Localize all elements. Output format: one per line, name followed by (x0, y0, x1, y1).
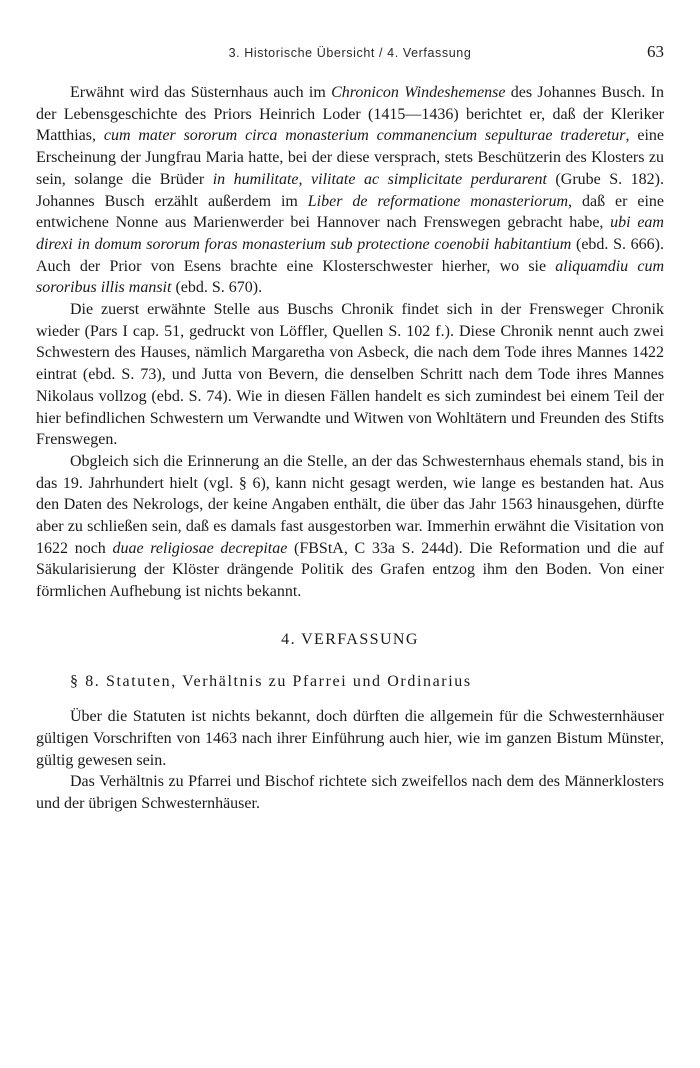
text-run: (Grube S. 182). Johannes Busch erzählt außerdem im (36, 170, 665, 210)
italic-quotation: aliquamdiu cum sororibus illis mansit (36, 257, 665, 297)
text-run: Obgleich sich die Erinnerung an die Stelle, an der das Schwesternhaus ehemals stand, bis in das 19. Jahrhundert hielt (vgl. § 6), kann nicht gesagt werden, wie lange es bestanden hat. Aus den Daten des Nekrologs, der keine Angaben enthält, die über das Jahr 1563 hinausgehen, dürfte aber zu schließen sein, daß es damals fast ausgestorben war. Immerhin erwähnt die Visitation von 1622 noch (36, 452, 664, 557)
paragraph-1 (36, 82, 664, 299)
running-title: 3. Historische Übersicht / 4. Verfassung (228, 46, 472, 60)
page-body (36, 82, 664, 815)
text-run: (ebd. S. 666). Auch der Prior von Esens brachte eine Klosterschwester hierher, wo sie (36, 235, 664, 275)
italic-quotation: Chronicon Windeshemense (331, 84, 506, 101)
paragraph-3 (36, 451, 664, 603)
paragraph-2 (36, 299, 664, 451)
text-run: , eine Erscheinung der Jungfrau Maria hatte, bei der diese versprach, stets Beschützerin des Klosters zu sein, solange die Brüder (36, 127, 664, 188)
paragraph-4 (36, 706, 664, 771)
text-run: Das Verhältnis zu Pfarrei und Bischof richtete sich zweifellos nach dem des Männerklosters und der übrigen Schwesternhäuser. (36, 773, 664, 813)
italic-quotation: duae religiosae decrepitae (112, 539, 288, 557)
italic-quotation: Liber de reformatione monasteriorum (307, 192, 569, 210)
page-header (36, 42, 664, 66)
text-run: Erwähnt wird das Süsternhaus auch im (70, 84, 332, 101)
italic-quotation: cum mater sororum circa monasterium commanencium sepulturae traderetur (103, 127, 626, 145)
paragraph-5 (36, 771, 664, 814)
italic-quotation: ubi eam direxi in domum sororum foras monasterium sub protectione coenobii habitantium (36, 214, 664, 253)
text-run: des Johannes Busch. In der Lebensgeschichte des Priors Heinrich Loder (1415—1436) berichtet er, daß der Kleriker Matthias, (36, 84, 665, 145)
text-run: Über die Statuten ist nichts bekannt, doch dürften die allgemein für die Schwesternhäuser gültigen Vorschriften von 1463 nach ihrer Einführung auch hier, wie im ganzen Bistum Münster, gültig gewesen sein. (36, 708, 664, 769)
subsection-heading: § 8. Statuten, Verhältnis zu Pfarrei und Ordinarius (70, 672, 472, 690)
text-run: Die zuerst erwähnte Stelle aus Buschs Chronik findet sich in der Frensweger Chronik wieder (Pars I cap. 51, gedruckt von Löffler, Quellen S. 102 f.). Diese Chronik nennt auch zwei Schwestern des Hauses, nämlich Margaretha von Asbeck, die nach dem Tode ihres Mannes 1422 eintrat (ebd. S. 73), und Jutta von Bevern, die denselben Schritt nach dem Tode ihres Mannes Nikolaus vollzog (ebd. S. 74). Wie in diesen Fällen handelt es sich zumindest bei einem Teil der hier befindlichen Schwestern um Verwandte und Witwen von Wohltätern und Freunden des Stifts Frenswegen. (36, 301, 664, 449)
section-heading: 4. VERFASSUNG (281, 630, 419, 648)
text-run: , daß er eine entwichene Nonne aus Marienwerder bei Hannover nach Frenswegen gebracht habe, (36, 192, 664, 232)
page-number: 63 (647, 42, 664, 61)
italic-quotation: in humilitate, vilitate ac simplicitate perdurarent (212, 170, 547, 188)
text-run: (FBStA, C 33a S. 244d). Die Reformation und die auf Säkularisierung der Klöster drängende Politik des Grafen entzog ihm den Boden. Von einer förmlichen Aufhebung ist nichts bekannt. (36, 539, 665, 601)
text-run: (ebd. S. 670). (171, 279, 263, 297)
